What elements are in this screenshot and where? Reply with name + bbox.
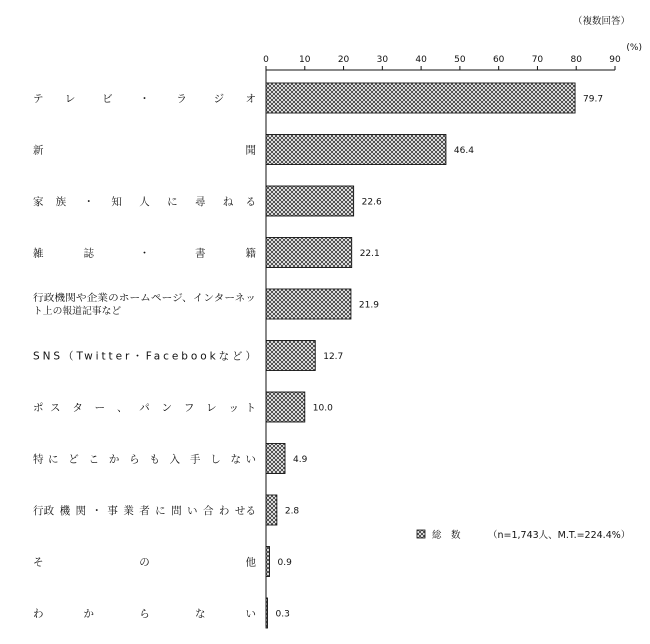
category-label-char: 政 xyxy=(43,505,55,517)
category-label-char: い xyxy=(245,453,256,466)
bar xyxy=(266,598,268,628)
category-label-char: こ xyxy=(88,453,100,466)
category-label-char: 家 xyxy=(33,196,44,208)
category-label-char: フ xyxy=(183,402,195,414)
data-label: 0.3 xyxy=(275,609,290,620)
x-tick-label: 90 xyxy=(609,55,621,65)
category-label-char: ど xyxy=(68,453,79,466)
category-label-char: タ xyxy=(72,402,83,414)
category-label-char: 合 xyxy=(202,505,214,517)
category-label-char: ジ xyxy=(213,93,225,105)
category-label-char: ポ xyxy=(33,402,44,414)
x-axis-ticks xyxy=(263,55,621,70)
category-label-char: テ xyxy=(33,93,44,105)
legend-note: （n=1,743人、M.T.=224.4%） xyxy=(488,530,631,541)
category-label-char: 業 xyxy=(123,505,134,517)
category-label-char: レ xyxy=(64,93,76,105)
bar xyxy=(266,341,315,371)
bar xyxy=(266,392,305,422)
category-label-char: か xyxy=(108,453,120,466)
category-label-char: ビ xyxy=(102,93,113,105)
data-label: 22.1 xyxy=(359,249,380,259)
category-label-char: な xyxy=(230,453,241,466)
category-label-char: ・ xyxy=(139,93,150,105)
category-label-char: ー xyxy=(94,402,106,414)
category-label-char: 機 xyxy=(59,505,71,517)
category-label-char: し xyxy=(210,453,221,466)
category-label-char: 雑 xyxy=(33,247,44,260)
data-label: 12.7 xyxy=(323,352,344,362)
x-tick-label: 0 xyxy=(263,55,269,65)
bar xyxy=(266,547,269,577)
x-tick-label: 20 xyxy=(337,55,350,65)
x-tick-label: 60 xyxy=(492,55,505,65)
category-label-char: 誌 xyxy=(83,247,94,260)
category-label-char: 他 xyxy=(245,556,256,569)
category-label-char: な xyxy=(195,608,206,620)
x-tick-label: 10 xyxy=(299,55,311,65)
category-label-char: ッ xyxy=(228,402,239,414)
category-label-char: 新 xyxy=(33,144,44,157)
category-label-char: 関 xyxy=(75,505,87,517)
category-label-char: ラ xyxy=(176,93,187,105)
category-label-char: 、 xyxy=(116,402,128,414)
x-tick-label: 80 xyxy=(570,55,582,65)
data-label: 2.8 xyxy=(284,506,300,517)
category-label-char: ・ xyxy=(83,196,94,208)
category-label-char: 事 xyxy=(107,505,118,517)
category-label-char: る xyxy=(245,505,256,517)
category-label-char: オ xyxy=(245,93,256,105)
category-label-char: に xyxy=(48,453,59,466)
category-labels xyxy=(33,93,257,620)
bar xyxy=(266,186,354,216)
category-label-line: ト上の報道記事など xyxy=(33,306,122,317)
category-label-line: 行政機関や企業のホームページ、インターネッ xyxy=(33,293,237,304)
category-label-char: に xyxy=(155,505,166,517)
x-tick-label: 70 xyxy=(531,55,544,65)
category-label: SNS（Twitter・Facebookなど） xyxy=(33,350,256,363)
data-label: 79.7 xyxy=(583,94,604,105)
category-label-char: る xyxy=(245,196,256,208)
x-tick-label: 50 xyxy=(454,55,466,65)
x-tick-label: 30 xyxy=(376,55,389,65)
bar xyxy=(266,135,446,165)
data-label: 0.9 xyxy=(277,558,292,568)
category-label-char: い xyxy=(187,505,198,517)
multiple-answer-note: （複数回答） xyxy=(572,16,630,27)
data-label: 10.0 xyxy=(312,403,333,414)
category-label-char: い xyxy=(245,608,256,620)
category-label-char: ・ xyxy=(91,505,102,517)
category-label-char: 手 xyxy=(189,453,201,466)
category-label-char: ス xyxy=(50,402,61,414)
bar xyxy=(266,444,285,474)
unit-label: (%) xyxy=(626,43,642,53)
legend-label: 総 数 xyxy=(432,530,461,541)
category-label-char: ね xyxy=(222,196,234,208)
category-label-char: か xyxy=(83,608,94,620)
data-label: 22.6 xyxy=(361,197,382,208)
category-label-char: 入 xyxy=(169,453,181,466)
category-label-char: せ xyxy=(234,505,246,517)
category-label-char: レ xyxy=(206,402,217,414)
category-label-char: ト xyxy=(245,402,256,414)
category-label-char: 知 xyxy=(111,196,122,208)
bar xyxy=(266,238,352,268)
x-tick-label: 40 xyxy=(415,55,427,65)
data-label: 21.9 xyxy=(358,300,379,311)
legend xyxy=(417,529,630,541)
legend-swatch xyxy=(417,530,425,538)
category-label-char: 聞 xyxy=(245,144,256,157)
bar xyxy=(266,83,575,113)
category-label-char: も xyxy=(149,453,160,466)
bar xyxy=(266,289,351,319)
category-label-char: 族 xyxy=(55,196,67,208)
category-label-char: わ xyxy=(218,505,230,517)
category-label-char: 書 xyxy=(195,247,206,260)
category-label-char: ・ xyxy=(139,247,150,260)
category-label-char: 人 xyxy=(139,196,150,208)
category-label-char: そ xyxy=(33,556,44,569)
category-label-char: ら xyxy=(129,453,140,466)
category-label-char: パ xyxy=(139,402,150,414)
category-label-char: ら xyxy=(139,608,150,620)
category-label-char: の xyxy=(139,556,150,569)
category-label-char: 尋 xyxy=(195,196,206,208)
category-label-char: 行 xyxy=(33,505,44,517)
category-label-char: 者 xyxy=(139,505,150,517)
category-label-char: 特 xyxy=(33,453,44,466)
category-label-char: 問 xyxy=(171,505,182,517)
category-label-char: に xyxy=(167,196,178,208)
bars xyxy=(266,83,575,628)
category-label-char: わ xyxy=(33,608,44,620)
category-label-char: 籍 xyxy=(245,247,256,260)
data-label: 4.9 xyxy=(293,455,308,465)
bar xyxy=(266,495,277,525)
category-label-char: ン xyxy=(161,402,173,414)
data-label: 46.4 xyxy=(453,146,474,156)
